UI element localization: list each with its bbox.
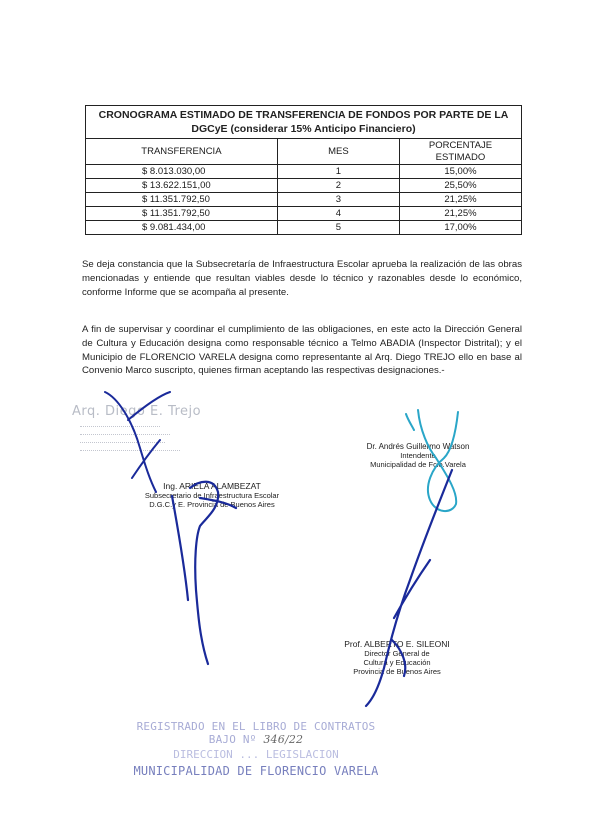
signer-name: Ing. ARIELA ALAMBEZAT bbox=[163, 481, 261, 491]
month-cell: 4 bbox=[277, 207, 399, 221]
table-title: CRONOGRAMA ESTIMADO DE TRANSFERENCIA DE FONDOS POR PARTE DE LA DGCyE (considerar 15% Anticipo Financiero) bbox=[86, 106, 522, 139]
signer-name: Prof. ALBERTO E. SILEONI bbox=[344, 639, 450, 649]
signer-name: Dr. Andrés Guillermo Watson bbox=[366, 442, 470, 451]
faded-stamp-name: Arq. Diego E. Trejo bbox=[72, 404, 202, 419]
stamp-line-3: MUNICIPALIDAD DE FLORENCIO VARELA bbox=[133, 764, 379, 778]
header-mes: MES bbox=[277, 139, 399, 165]
signer-org: Municipalidad de Fcio.Varela bbox=[370, 460, 466, 469]
month-cell: 2 bbox=[277, 179, 399, 193]
month-cell: 3 bbox=[277, 193, 399, 207]
signature-alambezat-icon bbox=[172, 482, 236, 664]
signer-org: D.G.C.y E. Provincia de Buenos Aires bbox=[149, 500, 275, 509]
signature-watson-icon bbox=[406, 410, 458, 511]
signer-title: Subsecretario de Infraestructura Escolar bbox=[144, 491, 280, 500]
approval-paragraph: Se deja constancia que la Subsecretaría de Infraestructura Escolar aprueba la realización de las obras mencionadas y entiende que resultan viables desde lo técnico y razonables desde lo económico, conforme Informe que se acompaña al presente. bbox=[82, 259, 522, 298]
designation-paragraph: A fin de supervisar y coordinar el cumplimiento de las obligaciones, en este acto la Dirección General de Cultura y Educación designa como responsable técnico a Telmo ABADIA (Inspector Distrital); y el Municipio de FLORENCIO VARELA designa como representante al Arq. Diego TREJO ello en base al Convenio Marco suscripto, quienes firman aceptando las respectivas designaciones.- bbox=[82, 324, 522, 377]
transfer-cell: $ 9.081.434,00 bbox=[86, 221, 278, 235]
signer-org: Provincia de Buenos Aires bbox=[353, 667, 441, 676]
transfer-cell: $ 13.622.151,00 bbox=[86, 179, 278, 193]
percent-cell: 25,50% bbox=[399, 179, 521, 193]
signer-title: Intendente bbox=[400, 451, 436, 460]
header-transferencia: TRANSFERENCIA bbox=[86, 139, 278, 165]
stamp-line-2: DIRECCION ... LEGISLACION bbox=[173, 748, 339, 761]
transfer-cell: $ 8.013.030,00 bbox=[86, 165, 278, 179]
signer-title: Director General de bbox=[364, 649, 430, 658]
month-cell: 5 bbox=[277, 221, 399, 235]
month-cell: 1 bbox=[277, 165, 399, 179]
percent-cell: 15,00% bbox=[399, 165, 521, 179]
header-porcentaje: PORCENTAJE ESTIMADO bbox=[399, 139, 521, 165]
stamp-number: 346/22 bbox=[263, 733, 304, 746]
stamp-registry-text: REGISTRADO EN EL LIBRO DE CONTRATOS BAJO Nº bbox=[136, 720, 376, 746]
signature-trejo-icon bbox=[105, 392, 170, 492]
transfer-cell: $ 11.351.792,50 bbox=[86, 207, 278, 221]
percent-cell: 17,00% bbox=[399, 221, 521, 235]
signer-title-2: Cultura y Educación bbox=[363, 658, 431, 667]
signature-sileoni-icon bbox=[366, 470, 452, 706]
percent-cell: 21,25% bbox=[399, 207, 521, 221]
transfer-cell: $ 11.351.792,50 bbox=[86, 193, 278, 207]
percent-cell: 21,25% bbox=[399, 193, 521, 207]
